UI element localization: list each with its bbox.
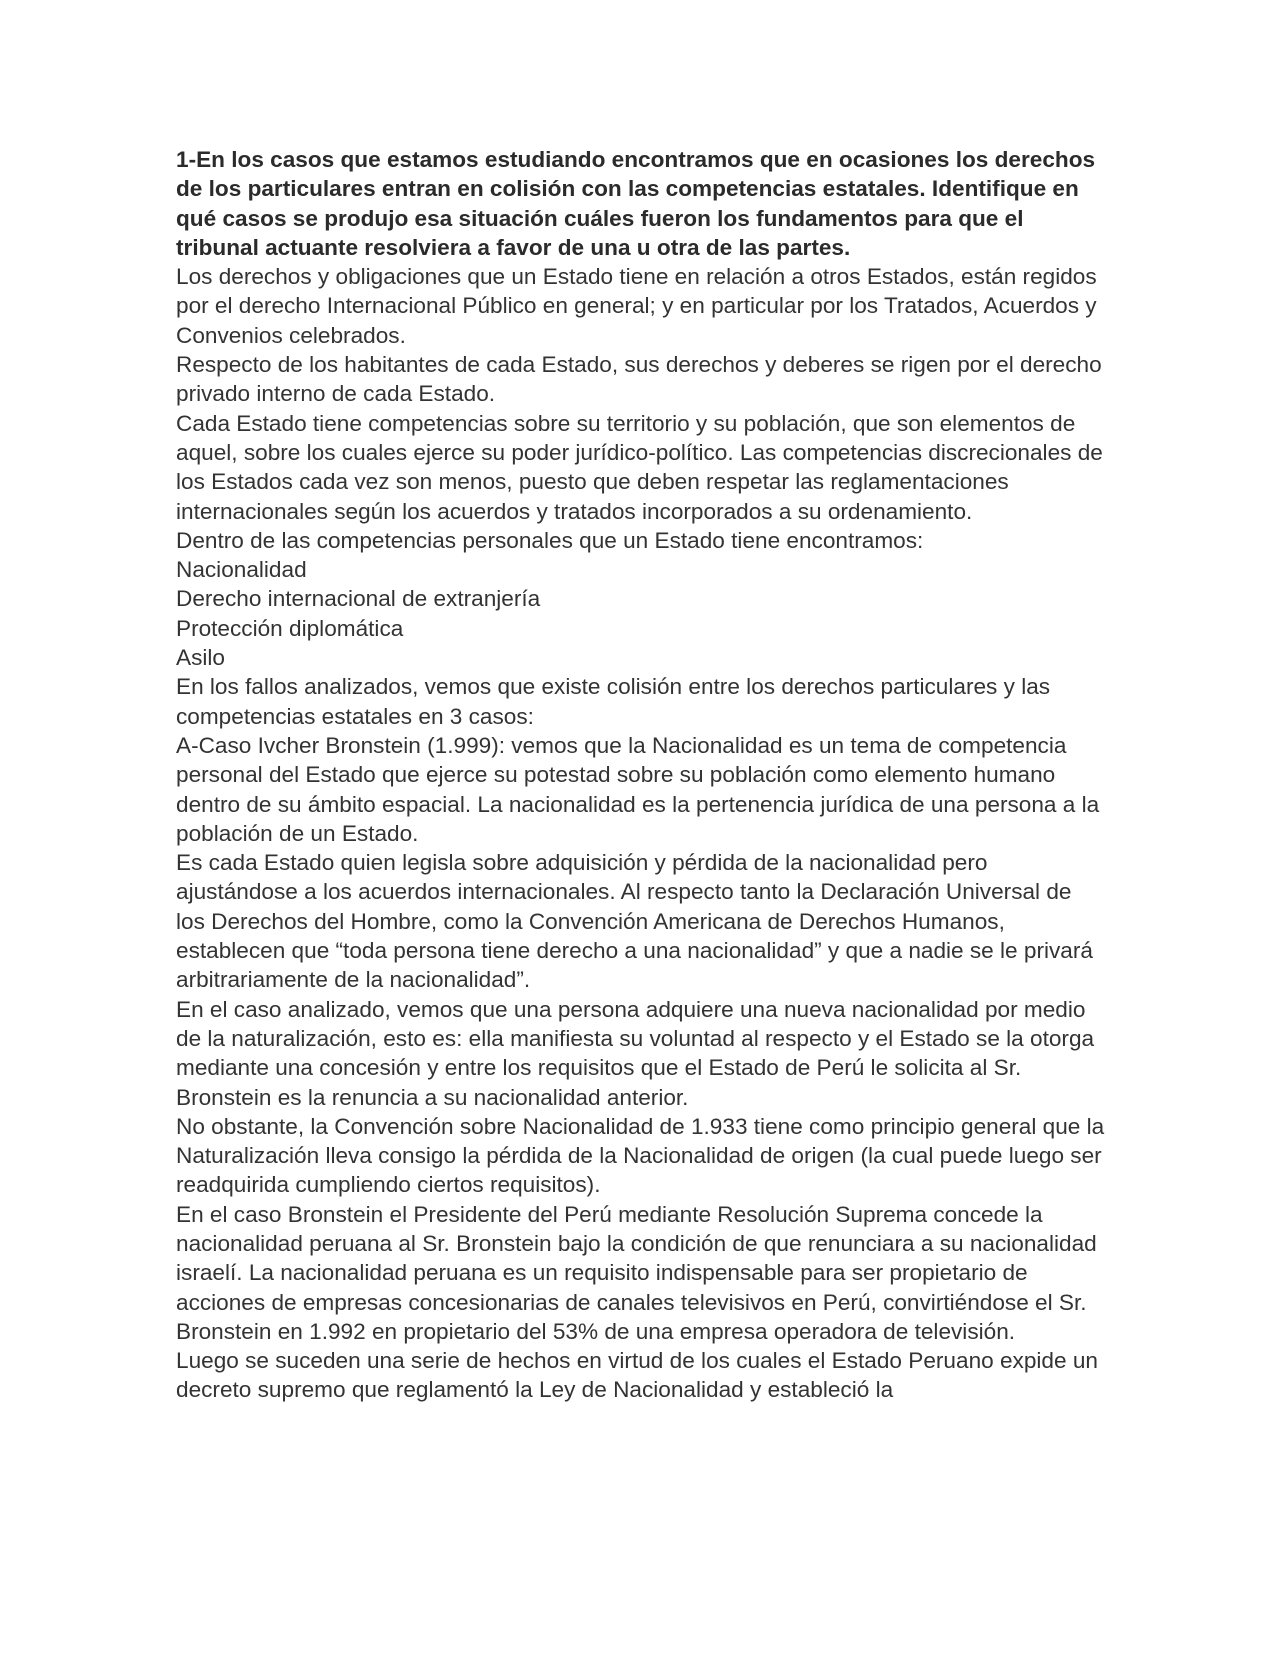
paragraph-caso-ivcher: A-Caso Ivcher Bronstein (1.999): vemos que la Nacionalidad es un tema de competencia personal del Estado que ejerce su potestad sobre su población como elemento humano dentro de su ámbito espacial. La nacionalidad es la pertenencia jurídica de una persona a la población de un Estado. [176, 732, 1100, 846]
paragraph-caso-bronstein: En el caso Bronstein el Presidente del Perú mediante Resolución Suprema concede la nacionalidad peruana al Sr. Bronstein bajo la condición de que renunciara a su nacionalidad israelí. La nacionalidad peruana es un requisito indispensable para ser propietario de acciones de empresas concesionarias de canales televisivos en Perú, convirtiéndose el Sr. Bronstein en 1.992 en propietario del 53% de una empresa operadora de televisión. [176, 1201, 1097, 1344]
paragraph-personal-competencies: Dentro de las competencias personales que un Estado tiene encontramos: [176, 527, 924, 553]
paragraph-convencion-1933: No obstante, la Convención sobre Nacionalidad de 1.933 tiene como principio general que la Naturalización lleva consigo la pérdida de la Nacionalidad de origen (la cual puede luego ser readquirida cumpliendo ciertos requisitos). [176, 1113, 1105, 1198]
paragraph-naturalizacion: En el caso analizado, vemos que una persona adquiere una nueva nacionalidad por medio de la naturalización, esto es: ella manifiesta su voluntad al respecto y el Estado se la otorga mediante una concesión y entre los requisitos que el Estado de Perú le solicita al Sr. Bronstein es la renuncia a su nacionalidad anterior. [176, 996, 1095, 1110]
document-body [176, 145, 1106, 1405]
paragraph-intro-treaties: Los derechos y obligaciones que un Estado tiene en relación a otros Estados, están regidos por el derecho Internacional Público en general; y en particular por los Tratados, Acuerdos y Convenios celebrados. [176, 264, 1097, 348]
list-item-extranjeria: Derecho internacional de extranjería [176, 586, 541, 612]
paragraph-decreto: Luego se suceden una serie de hechos en virtud de los cuales el Estado Peruano expide un decreto supremo que reglamentó la Ley de Nacionalidad y estableció la [176, 1348, 1098, 1403]
list-item-asilo: Asilo [176, 645, 225, 671]
list-item-proteccion: Protección diplomática [176, 615, 404, 641]
paragraph-legislacion: Es cada Estado quien legisla sobre adquisición y pérdida de la nacionalidad pero ajustándose a los acuerdos internacionales. Al respecto tanto la Declaración Universal de los Derechos del Hombre, como la Convención Americana de Derechos Humanos, establecen que “toda persona tiene derecho a una nacionalidad” y que a nadie se le privará arbitrariamente de la nacionalidad”. [176, 850, 1093, 993]
paragraph-fallos: En los fallos analizados, vemos que existe colisión entre los derechos particulares y las competencias estatales en 3 casos: [176, 674, 1051, 729]
paragraph-competencies: Cada Estado tiene competencias sobre su territorio y su población, que son elementos de aquel, sobre los cuales ejerce su poder jurídico-político. Las competencias discrecionales de los Estados cada vez son menos, puesto que deben respetar las reglamentaciones internacionales según los acuerdos y tratados incorporados a su ordenamiento. [176, 410, 1103, 524]
paragraph-inhabitants: Respecto de los habitantes de cada Estado, sus derechos y deberes se rigen por el derecho privado interno de cada Estado. [176, 352, 1102, 407]
question-heading: 1-En los casos que estamos estudiando encontramos que en ocasiones los derechos de los particulares entran en colisión con las competencias estatales. Identifique en qué casos se produjo esa situación cuáles fueron los fundamentos para que el tribunal actuante resolviera a favor de una u otra de las partes. [176, 147, 1096, 260]
list-item-nacionalidad: Nacionalidad [176, 557, 307, 583]
